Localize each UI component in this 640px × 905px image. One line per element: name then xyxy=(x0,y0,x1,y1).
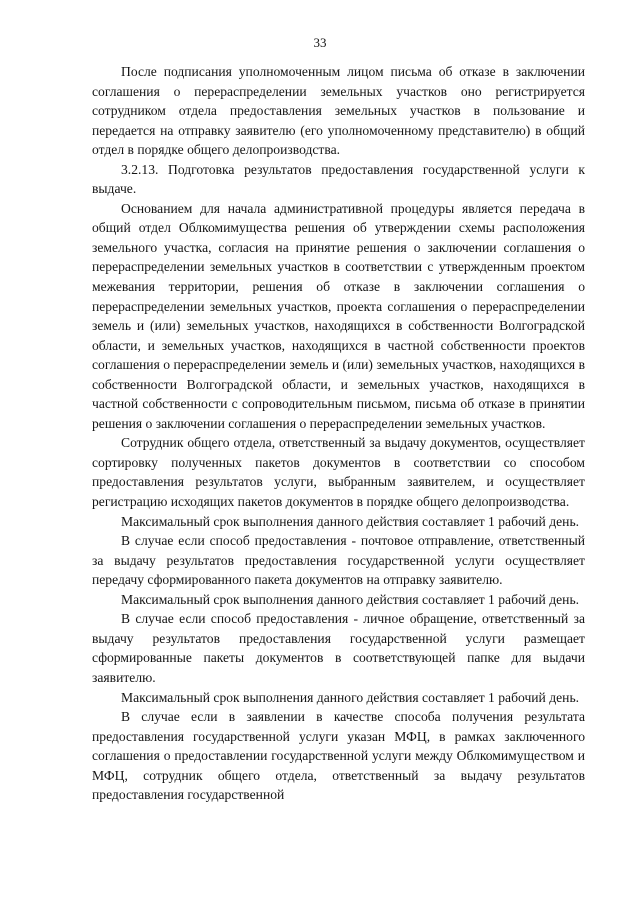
paragraph-document-sorting: Сотрудник общего отдела, ответственный за выдачу документов, осуществляет сортировку полученных пакетов документов в соответствии со способом предоставления результатов услуги, выбранным заявителем, и осуществляет регистрацию исходящих пакетов документов в порядке общего делопроизводства. xyxy=(92,435,585,510)
paragraph-max-term: Максимальный срок выполнения данного действия составляет 1 рабочий день. xyxy=(121,591,580,607)
document-body xyxy=(92,62,585,805)
paragraph-mfc-delivery: В случае если в заявлении в качестве способа получения результата предоставления государственной услуги указан МФЦ, в рамках заключенного соглашения о предоставлении государственной услуги между Облкомимуществом и МФЦ, сотрудник общего отдела, ответственный за выдачу результатов предоставления государственной xyxy=(92,709,585,803)
paragraph-procedure-basis: Основанием для начала административной процедуры является передача в общий отдел Облкомимущества решения об утверждении схемы расположения земельного участка, согласия на принятие решения о заключении соглашения о перераспределении земельных участков в соответствии с утвержденным проектом межевания территории, решения об отказе в заключении соглашения о перераспределении земельных участков, проекта соглашения о перераспределении земель и (или) земельных участков, находящихся в собственности Волгоградской области, и земельных участков, находящихся в частной собственности проектов соглашения о перераспределении земель и (или) земельных участков, находящихся в собственности Волгоградской области, и земельных участков, находящихся в частной собственности с сопроводительным письмом, письма об отказе в принятии решения о заключении соглашения о перераспределении земельных участков. xyxy=(92,200,585,431)
paragraph-max-term: Максимальный срок выполнения данного действия составляет 1 рабочий день. xyxy=(121,689,580,705)
section-heading-3-2-13: 3.2.13. Подготовка результатов предоставления государственной услуги к выдаче. xyxy=(92,161,585,197)
page-number: 33 xyxy=(313,35,327,50)
paragraph-max-term: Максимальный срок выполнения данного действия составляет 1 рабочий день. xyxy=(121,513,580,529)
paragraph-refusal-registration: После подписания уполномоченным лицом письма об отказе в заключении соглашения о перераспределении земельных участков оно регистрируется сотрудником отдела предоставления земельных участков в пользование и передается на отправку заявителю (его уполномоченному представителю) в общий отдел в порядке общего делопроизводства. xyxy=(92,64,585,158)
paragraph-personal-visit: В случае если способ предоставления - личное обращение, ответственный за выдачу результатов предоставления государственной услуги размещает сформированные пакеты документов в соответствующей папке для выдачи заявителю. xyxy=(92,611,585,685)
paragraph-postal-delivery: В случае если способ предоставления - почтовое отправление, ответственный за выдачу результатов предоставления государственной услуги осуществляет передачу сформированного пакета документов на отправку заявителю. xyxy=(92,533,585,588)
